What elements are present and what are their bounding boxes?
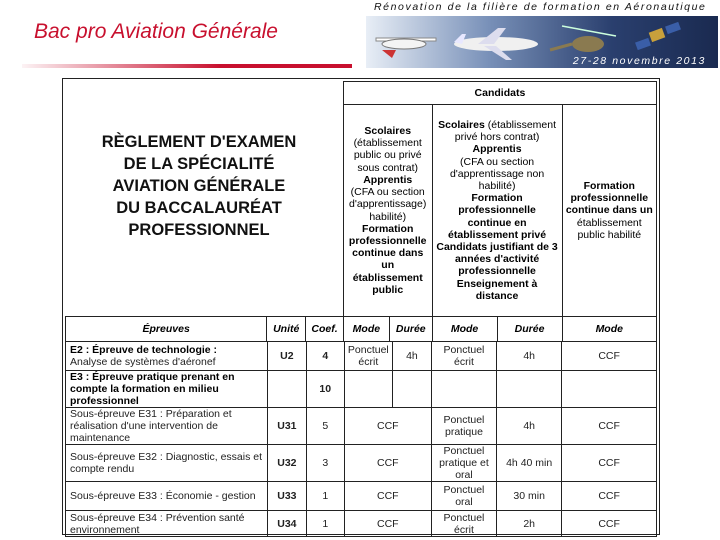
- mode2-cell: Ponctuel écrit: [431, 511, 496, 537]
- title-line: AVIATION GÉNÉRALE: [112, 177, 286, 195]
- title-line: DU BACCALAURÉAT: [116, 199, 282, 217]
- mode2-cell: [431, 371, 496, 408]
- mode3-cell: CCF: [562, 342, 657, 371]
- col3-line1: Formation professionnelle continue dans un: [565, 179, 653, 217]
- mode1-cell: CCF: [344, 445, 431, 482]
- duree2-cell: 4h 40 min: [497, 445, 562, 482]
- tagline: Rénovation de la filière de formation en Aéronautique: [374, 1, 707, 13]
- document-title: [81, 131, 317, 241]
- mode1-cell: CCF: [344, 408, 431, 445]
- epreuve-cell: Sous-épreuve E33 : Économie - gestion: [66, 482, 268, 511]
- banner: [366, 16, 718, 68]
- mode1-cell: CCF: [344, 511, 431, 537]
- table-row: [66, 408, 657, 445]
- duree2-cell: 4h: [497, 408, 562, 445]
- col3-line2: établissement public habilité: [576, 216, 642, 241]
- coef-cell: 10: [306, 371, 344, 408]
- duree2-cell: 2h: [497, 511, 562, 537]
- header-title: Bac pro Aviation Générale: [34, 20, 278, 43]
- col1-line1: Scolaires: [364, 125, 412, 138]
- col2-line5: Formation professionnelle continue en établissement privé: [448, 192, 547, 241]
- unite-cell: U34: [267, 511, 306, 537]
- header-mode1: Mode: [343, 317, 389, 342]
- unite-cell: [267, 371, 306, 408]
- satellite-icon: [635, 22, 681, 50]
- coef-cell: 1: [306, 482, 344, 511]
- header-unite: Unité: [267, 317, 306, 342]
- title-line: PROFESSIONNEL: [128, 221, 270, 239]
- header-duree1: Durée: [389, 317, 432, 342]
- candidats-col3: [562, 105, 656, 317]
- coef-cell: 3: [306, 445, 344, 482]
- epreuve-cell: Sous-épreuve E32 : Diagnostic, essais et compte rendu: [66, 445, 268, 482]
- header-duree2: Durée: [497, 317, 562, 342]
- airliner-icon: [454, 28, 538, 60]
- mode3-cell: CCF: [562, 445, 657, 482]
- mode2-cell: Ponctuel oral: [431, 482, 496, 511]
- candidats-col1: [343, 105, 432, 317]
- table-row: [66, 511, 657, 537]
- duree1-cell: 4h: [392, 342, 431, 371]
- col1-line3: Apprentis: [363, 173, 413, 186]
- header-rule: [22, 64, 352, 68]
- mode1-cell: CCF: [344, 482, 431, 511]
- col2-line7: Enseignement à distance: [456, 277, 538, 302]
- unite-cell: U31: [267, 408, 306, 445]
- mode3-cell: CCF: [562, 408, 657, 445]
- duree2-cell: [497, 371, 562, 408]
- mode3-cell: CCF: [562, 482, 657, 511]
- table-row: [66, 342, 657, 371]
- header-epreuves: Épreuves: [66, 317, 267, 342]
- epreuve-cell: E3 : Épreuve pratique prenant en compte la formation en milieu professionnel: [66, 371, 268, 408]
- mode3-cell: [562, 371, 657, 408]
- col2-line2: (établissement privé hors contrat): [454, 118, 557, 144]
- unite-cell: U33: [267, 482, 306, 511]
- helicopter-icon: [550, 26, 616, 52]
- col2-line1: Scolaires: [438, 118, 485, 131]
- mode2-cell: Ponctuel écrit: [431, 342, 496, 371]
- duree2-cell: 4h: [497, 342, 562, 371]
- coef-cell: 4: [306, 342, 344, 371]
- title-line: DE LA SPÉCIALITÉ: [123, 155, 275, 173]
- table-row: [66, 371, 657, 408]
- candidats-header: Candidats: [343, 82, 656, 105]
- duree1-cell: [392, 371, 431, 408]
- mode1-cell: [344, 371, 392, 408]
- small-plane-icon: [376, 38, 436, 58]
- header-coef: Coef.: [306, 317, 344, 342]
- coef-cell: 5: [306, 408, 344, 445]
- duree2-cell: 30 min: [497, 482, 562, 511]
- col1-line5: Formation professionnelle continue dans un établissement public: [348, 222, 427, 296]
- epreuve-cell: E2 : Épreuve de technologie : Analyse de systèmes d'aéronef: [66, 342, 268, 371]
- title-line: RÈGLEMENT D'EXAMEN: [101, 133, 297, 151]
- col2-line6: Candidats justifiant de 3 années d'activité professionnelle: [436, 241, 558, 278]
- mode2-cell: Ponctuel pratique et oral: [431, 445, 496, 482]
- date-label: 27-28 novembre 2013: [572, 55, 706, 67]
- table-row: [66, 482, 657, 511]
- exam-table: [65, 341, 657, 537]
- exam-document: [62, 78, 660, 535]
- col1-line2: (établissement public ou privé sous contrat): [353, 137, 422, 174]
- mode3-cell: CCF: [562, 511, 657, 537]
- col2-line3: Apprentis: [472, 143, 522, 156]
- col2-line4: (CFA ou section d'apprentissage non habilité): [449, 155, 545, 192]
- mode1-cell: Ponctuel écrit: [344, 342, 392, 371]
- table-row: [66, 445, 657, 482]
- unite-cell: U32: [267, 445, 306, 482]
- header-mode3: Mode: [562, 317, 656, 342]
- epreuve-cell: Sous-épreuve E34 : Prévention santé environnement: [66, 511, 268, 537]
- mode2-cell: Ponctuel pratique: [431, 408, 496, 445]
- coef-cell: 1: [306, 511, 344, 537]
- header-mode2: Mode: [432, 317, 497, 342]
- col1-line4: (CFA ou section d'apprentissage) habilité): [349, 186, 427, 223]
- unite-cell: U2: [267, 342, 306, 371]
- epreuve-cell: Sous-épreuve E31 : Préparation et réalisation d'une intervention de maintenance: [66, 408, 268, 445]
- candidats-col2: [432, 105, 562, 317]
